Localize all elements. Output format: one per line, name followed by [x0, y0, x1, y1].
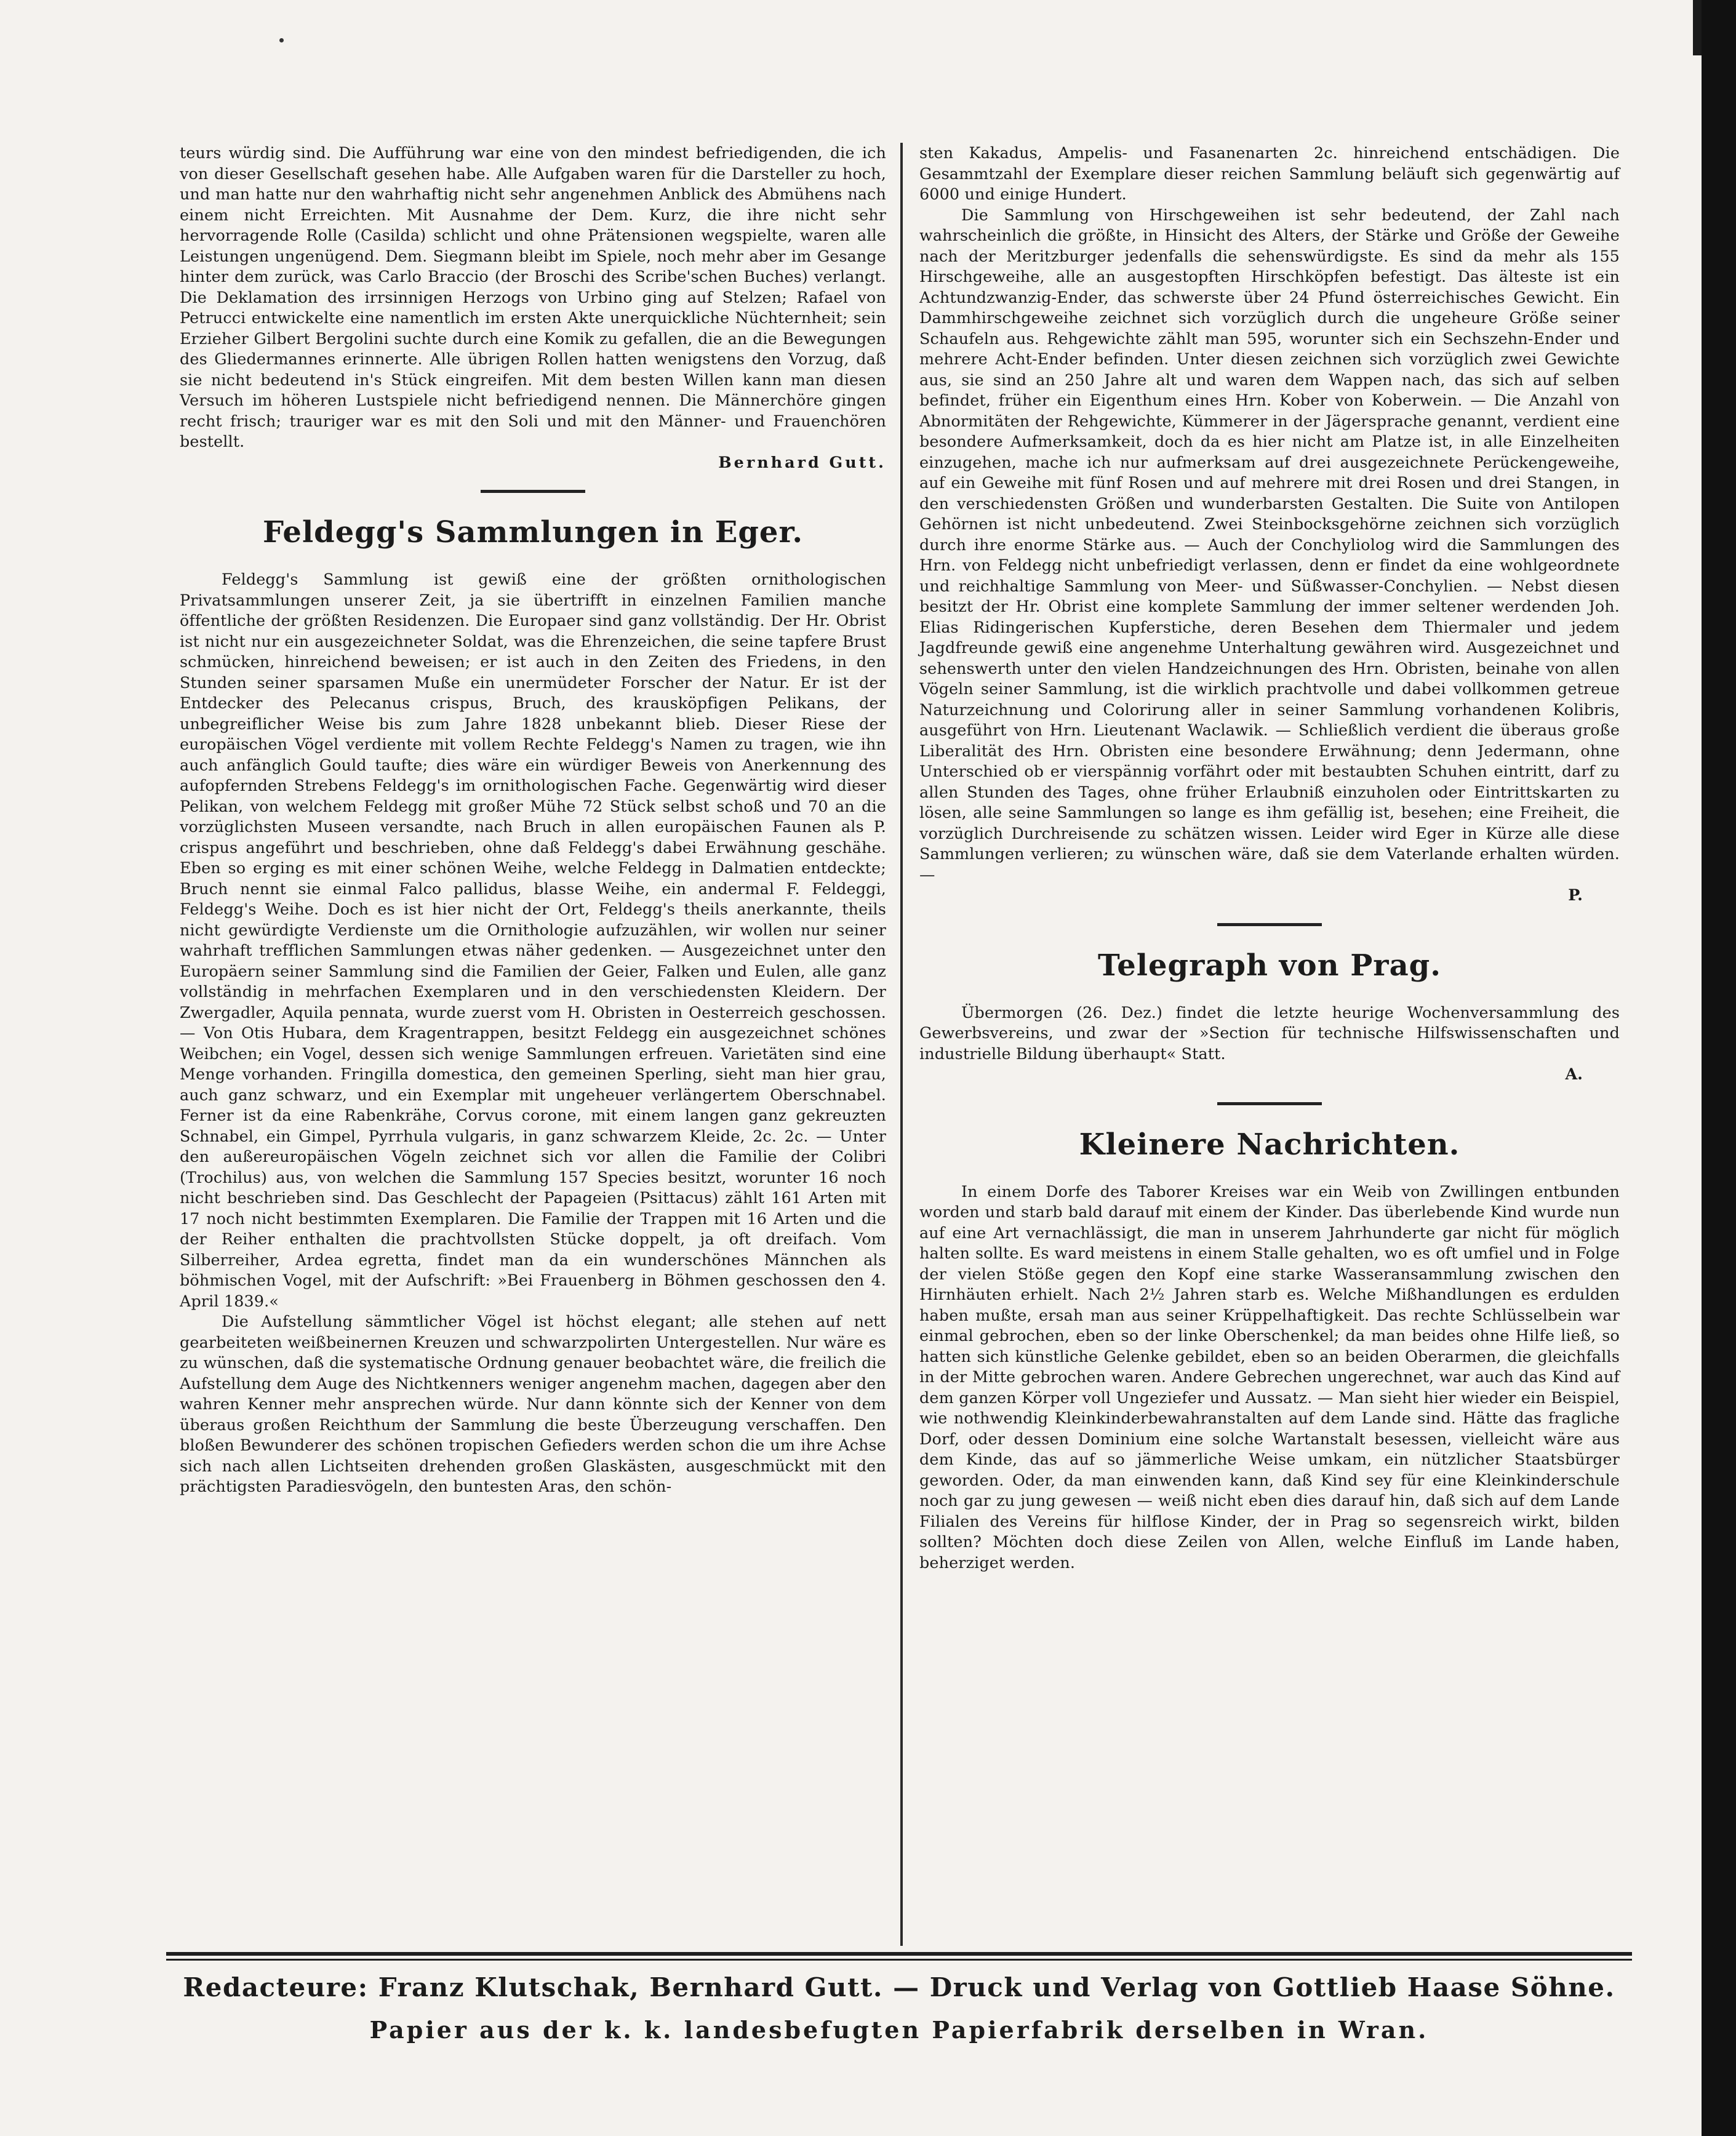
telegraph-title: Telegraph von Prag. — [1098, 948, 1441, 983]
review-signature: Bernhard Gutt. — [718, 452, 886, 471]
right-column — [919, 143, 1620, 1573]
section-divider — [1217, 923, 1322, 926]
footer-editors: Redacteure: Franz Klutschak, Bernhard Gutt. — Druck und Verlag von Gottlieb Haase Söhne. — [183, 1972, 1615, 2002]
telegraph-signature: A. — [1565, 1065, 1583, 1083]
article-paragraph-3: sten Kakadus, Ampelis- und Fasanenarten 2c. hinreichend entschädigen. Die Gesammtzahl der Exemplare dieser reichen Sammlung beläuft sich gegenwärtig auf 6000 und einige Hundert. — [919, 143, 1620, 203]
news-paragraph: In einem Dorfe des Taborer Kreises war ein Weib von Zwillingen entbunden worden und starb bald darauf mit einem der Kinder. Das überlebende Kind wurde nun auf eine Art vernachlässigt, die man in unserem Jahrhunderte gar nicht für möglich halten sollte. Es ward meistens in einem Stalle gehalten, wo es oft umfiel und in Folge der vielen Stöße gegen den Kopf eine starke Wasseransammlung zwischen den Hirnhäuten erhielt. Nach 2½ Jahren starb es. Welche Mißhandlungen es erdulden haben mußte, ersah man aus seiner Krüppelhaftigkeit. Das rechte Schlüsselbein war einmal gebrochen, eben so der linke Oberschenkel; da man beides ohne Hilfe ließ, so hatten sich künstliche Gelenke gebildet, eben so an beiden Oberarmen, die gleichfalls in der Mitte gebrochen waren. Andere Gebrechen ungerechnet, war auch das Kind auf dem ganzen Körper voll Ungeziefer und Aussatz. — Man sieht hier wieder ein Beispiel, wie nothwendig Kleinkinderbewahranstalten auf dem Lande sind. Hätte das fragliche Dorf, oder dessen Dominium eine solche Wartanstalt besessen, vielleicht wäre aus dem Kinde, das auf so jämmerliche Weise umkam, ein nützlicher Staatsbürger geworden. Oder, da man einwenden kann, daß Kind sey für eine Kleinkinderschule noch gar zu jung gewesen — weiß nicht eben dies darauf hin, daß sich auf dem Lande Filialen des Vereins für hilflose Kinder, der in Prag so segensreich wirkt, bilden sollten? Möchten doch diese Zeilen von Allen, welche Einfluß im Lande haben, beherziget werden. — [919, 1182, 1620, 1572]
footer-rule — [166, 1952, 1632, 1956]
footer-paper: Papier aus der k. k. landesbefugten Papierfabrik derselben in Wran. — [369, 2016, 1429, 2044]
news-title: Kleinere Nachrichten. — [1079, 1127, 1460, 1162]
article-paragraph-4: Die Sammlung von Hirschgeweihen ist sehr bedeutend, der Zahl nach wahrscheinlich die größte, in Hinsicht des Alters, der Stärke und Größe der Geweihe nach der Meritzburger jedenfalls die sehenswürdigste. Es sind da mehr als 155 Hirschgeweihe, alle an ausgestopften Hirschköpfen befestigt. Das älteste ist ein Achtundzwanzig-Ender, das schwerste über 24 Pfund österreichisches Gewicht. Ein Dammhirschgeweihe zeichnet sich vorzüglich durch die ungeheure Größe seiner Schaufeln aus. Rehgewichte zählt man 595, worunter sich ein Sechszehn-Ender und mehrere Acht-Ender befinden. Unter diesen zeichnen sich vorzüglich zwei Gewichte aus, sie sind an 250 Jahre alt und waren dem Wappen nach, das sich auf selben befindet, früher ein Eigenthum eines Hrn. Kober von Koberwein. — Die Anzahl von Abnormitäten der Rehgewichte, Kümmerer in der Jägersprache genannt, verdient eine besondere Aufmerksamkeit, doch da es hier nicht am Platze ist, in alle Einzelheiten einzugehen, mache ich nur aufmerksam auf drei ausgezeichnete Perückengeweihe, auf ein Geweihe mit fünf Rosen und auf mehrere mit drei Rosen und drei Stangen, in den verschiedensten Größen und wunderbarsten Gestalten. Die Suite von Antilopen Gehörnen ist nicht unbedeutend. Zwei Steinbocksgehörne zeichnen sich vorzüglich durch ihre enorme Stärke aus. — Auch der Conchyliolog wird die Sammlungen des Hrn. von Feldegg nicht unbefriedigt verlassen, denn er findet da eine wohlgeordnete und reichhaltige Sammlung von Meer- und Süßwasser-Conchylien. — Nebst diesen besitzt der Hr. Obrist eine komplete Sammlung der immer seltener werdenden Joh. Elias Ridingerischen Kupferstiche, deren Besehen dem Thiermaler und jedem Jagdfreunde gewiß eine angenehme Unterhaltung gewähren wird. Ausgezeichnet und sehenswerth unter den vielen Handzeichnungen des Hrn. Obristen, beinahe von allen Vögeln seiner Sammlung, ist die wirklich prachtvolle und dabei vollkommen getreue Naturzeichnung und Colorirung aller in seiner Sammlung vorhandenen Kolibris, ausgeführt von Hrn. Lieutenant Waclawik. — Schließlich verdient die überaus große Liberalität des Hrn. Obristen eine besondere Erwähnung; denn Jedermann, ohne Unterschied ob er vierspännig vorfährt oder mit bestaubten Schuhen eintritt, darf zu allen Stunden des Tages, ohne früher Erlaubniß einzuholen oder Eintrittskarten zu lösen, alle seine Sammlungen so lange es ihm gefällig ist, besehen; eine Freiheit, die vorzüglich Durchreisende zu schätzen wissen. Leider wird Eger in Kürze alle diese Sammlungen verlieren; zu wünschen wäre, daß sie dem Vaterlande erhalten würden. — — [919, 205, 1620, 884]
section-divider — [481, 490, 585, 493]
left-column — [180, 143, 886, 1497]
article-paragraph-2: Die Aufstellung sämmtlicher Vögel ist höchst elegant; alle stehen auf nett gearbeiteten weißbeinernen Kreuzen und schwarzpolirten Untergestellen. Nur wäre es zu wünschen, daß die systematische Ordnung genauer beobachtet wäre, die freilich die Aufstellung dem Auge des Nichtkenners weniger angenehm machen, dagegen aber den wahren Kenner mehr ansprechen würde. Nur dann könnte sich der Kenner von dem überaus großen Reichthum der Sammlung die beste Überzeugung verschaffen. Den bloßen Bewunderer des schönen tropischen Gefieders werden schon die um ihre Achse sich nach allen Lichtseiten drehenden großen Glaskästen, ausgeschmückt mit den prächtigsten Paradiesvögeln, den buntesten Aras, den schön- — [180, 1312, 886, 1495]
telegraph-paragraph: Übermorgen (26. Dez.) findet die letzte heurige Wochenversammlung des Gewerbsvereins, und zwar der »Section für technische Hilfswissenschaften und industrielle Bildung überhaupt« Statt. — [919, 1002, 1620, 1063]
article-title: Feldegg's Sammlungen in Eger. — [262, 515, 804, 550]
review-paragraph: teurs würdig sind. Die Aufführung war eine von den mindest befriedigenden, die ich von dieser Gesellschaft gesehen habe. Alle Aufgaben waren für die Darsteller zu hoch, und man hatte nur den wahrhaftig nicht sehr angenehmen Anblick des Abmühens nach einem nicht Erreichten. Mit Ausnahme der Dem. Kurz, die ihre nicht sehr hervorragende Rolle (Casilda) schlicht und ohne Prätensionen wegspielte, waren alle Leistungen ungenügend. Dem. Siegmann bleibt im Spiele, noch mehr aber im Gesange hinter dem zurück, was Carlo Braccio (der Broschi des Scribe'schen Buches) verlangt. Die Deklamation des irrsinnigen Herzogs von Urbino ging auf Stelzen; Rafael von Petrucci entwickelte eine namentlich im ersten Akte unerquickliche Nüchternheit; sein Erzieher Gilbert Bergolini suchte durch eine Komik zu gefallen, die an die Bewegungen des Gliedermannes erinnerte. Alle übrigen Rollen hatten wenigstens den Vorzug, daß sie nicht bedeutend in's Stück eingreifen. Mit dem besten Willen kann man diesen Versuch im höheren Lustspiele nicht befriedigend nennen. Die Männerchöre gingen recht frisch; trauriger war es mit den Soli und mit den Männer- und Frauenchören bestellt. — [180, 143, 886, 450]
article-paragraph-1: Feldegg's Sammlung ist gewiß eine der größten ornithologischen Privatsammlungen unserer Zeit, ja sie übertrifft in einzelnen Familien manche öffentliche der größten Residenzen. Die Europaer sind ganz vollständig. Der Hr. Obrist ist nicht nur ein ausgezeichneter Soldat, was die Ehrenzeichen, die seine tapfere Brust schmücken, hinreichend beweisen; er ist auch in den Zeiten des Friedens, in den Stunden seiner sparsamen Muße ein unermüdeter Forscher der Natur. Er ist der Entdecker des Pelecanus crispus, Bruch, des krausköpfigen Pelikans, der unbegreiflicher Weise bis zum Jahre 1828 unbekannt blieb. Dieser Riese der europäischen Vögel verdiente mit vollem Rechte Feldegg's Namen zu tragen, wie ihn auch anfänglich Gould taufte; dies wäre ein würdiger Beweis von Anerkennung des aufopfernden Strebens Feldegg's im ornithologischen Fache. Gegenwärtig wird dieser Pelikan, von welchem Feldegg mit großer Mühe 72 Stück selbst schoß und 70 an die vorzüglichsten Museen versandte, nach Bruch in allen europäischen Faunen als P. crispus angeführt und beschrieben, ohne daß Feldegg's dabei Erwähnung geschähe. Eben so erging es mit einer schönen Weihe, welche Feldegg in Dalmatien entdeckte; Bruch nennt sie einmal Falco pallidus, blasse Weihe, ein andermal F. Feldeggi, Feldegg's Weihe. Doch es ist hier nicht der Ort, Feldegg's theils anerkannte, theils nicht gewürdigte Verdienste um die Ornithologie aufzuzählen, wir wollen nur seiner wahrhaft trefflichen Sammlungen etwas näher gedenken. — Ausgezeichnet unter den Europäern seiner Sammlung sind die Familien der Geier, Falken und Eulen, alle ganz vollständig in mehrfachen Exemplaren und in den verschiedensten Kleidern. Der Zwergadler, Aquila pennata, wurde zuerst vom H. Obristen in Oesterreich geschossen. — Von Otis Hubara, dem Kragentrappen, besitzt Feldegg ein ausgezeichnet schönes Weibchen; ein Vogel, dessen sich wenige Sammlungen erfreuen. Varietäten sind eine Menge vorhanden. Fringilla domestica, den gemeinen Sperling, sieht man hier grau, auch ganz schwarz, und ein Exemplar mit ungeheuer verlängertem Oberschnabel. Ferner ist da eine Rabenkrähe, Corvus corone, mit einem langen ganz gekreuzten Schnabel, ein Gimpel, Pyrrhula vulgaris, in ganz schwarzem Kleide, 2c. 2c. — Unter den außereuropäischen Vögeln zeichnet sich vor allen die Familie der Colibri (Trochilus) aus, von welchen die Sammlung 157 Species besitzt, worunter 16 noch nicht beschrieben sind. Das Geschlecht der Papageien (Psittacus) zählt 161 Arten mit 17 noch nicht bestimmten Exemplaren. Die Familie der Trappen mit 16 Arten und die der Reiher enthalten die prachtvollsten Stücke doppelt, ja oft dreifach. Vom Silberreiher, Ardea egretta, findet man da ein wunderschönes Männchen als böhmischen Vogel, mit der Aufschrift: »Bei Frauenberg in Böhmen geschossen den 4. April 1839.« — [180, 570, 886, 1310]
print-speck — [279, 38, 284, 42]
footer-rule-thin — [166, 1959, 1632, 1961]
scan-edge-bar — [1702, 0, 1736, 2136]
section-divider — [1217, 1102, 1322, 1105]
scan-edge-notch — [1693, 0, 1702, 55]
article-signature: P. — [1568, 886, 1583, 904]
column-divider — [900, 143, 903, 1946]
